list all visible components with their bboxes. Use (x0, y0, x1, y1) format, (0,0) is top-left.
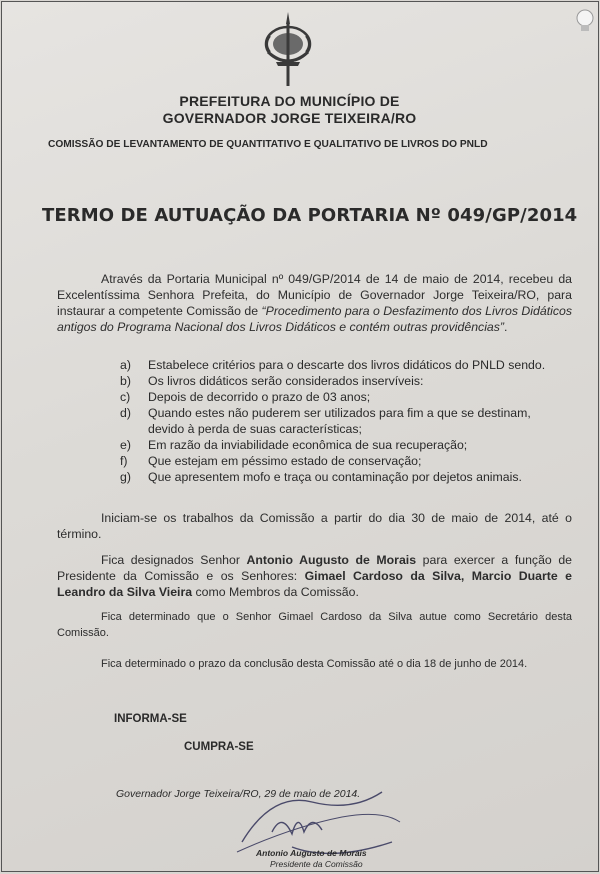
list-letter: e) (120, 438, 131, 452)
list-item (120, 405, 570, 437)
light-bulb-icon (574, 8, 596, 34)
list-item (120, 389, 570, 405)
place-date: Governador Jorge Teixeira/RO, 29 de maio de 2014. (116, 788, 361, 800)
paragraph-secretario-text: Fica determinado que o Senhor Gimael Cardoso da Silva autue como Secretário desta Comissão. (57, 611, 572, 639)
paragraph-portaria-text: Através da Portaria Municipal nº 049/GP/2014 de 14 de maio de 2014, recebeu da Excelentíssima Senhora Prefeita, do Município de Governador Jorge Teixeira/RO, para instaurar a competente Comissão de (57, 272, 572, 318)
cumpra-se-label: CUMPRA-SE (184, 741, 254, 753)
paragraph-designacao-text: Fica designados Senhor (101, 553, 247, 567)
list-text: Em razão da inviabilidade econômica de sua recuperação; (148, 438, 468, 452)
list-item (120, 373, 570, 389)
header-line-1: PREFEITURA DO MUNICÍPIO DE (179, 93, 400, 109)
list-item (120, 437, 570, 453)
paragraph-prazo-text: Fica determinado o prazo da conclusão desta Comissão até o dia 18 de junho de 2014. (101, 658, 528, 670)
signatory-name: Antonio Augusto de Morais (256, 848, 367, 858)
criteria-list (120, 357, 570, 485)
header-line-3: COMISSÃO DE LEVANTAMENTO DE QUANTITATIVO E QUALITATIVO DE LIVROS DO PNLD (48, 139, 488, 150)
president-name: Antonio Augusto de Morais (246, 553, 417, 567)
paragraph-prazo (57, 656, 572, 672)
signatory-role: Presidente da Comissão (270, 859, 363, 869)
list-letter: d) (120, 406, 131, 420)
document-page (1, 1, 599, 872)
list-text: Os livros didáticos serão considerados inservíveis: (148, 374, 424, 388)
paragraph-designacao-text-2: para exercer a função de Presidente da Comissão e os Senhores: (57, 553, 573, 583)
list-letter: g) (120, 470, 131, 484)
paragraph-secretario (57, 609, 572, 641)
paragraph-inicio (57, 510, 572, 542)
paragraph-inicio-text: Iniciam-se os trabalhos da Comissão a partir do dia 30 de maio de 2014, até o término. (57, 511, 572, 541)
list-item (120, 357, 570, 373)
list-text: Que apresentem mofo e traça ou contaminação por dejetos animais. (148, 470, 522, 484)
list-item (120, 453, 570, 469)
header-line-2: GOVERNADOR JORGE TEIXEIRA/RO (162, 110, 417, 126)
paragraph-designacao-text-3: como Membros da Comissão. (192, 585, 359, 599)
list-text: Estabelece critérios para o descarte dos livros didáticos do PNLD sendo. (148, 358, 546, 372)
paragraph-designacao (57, 552, 572, 600)
paragraph-portaria-quote: “Procedimento para o Desfazimento dos Livros Didáticos antigos do Programa Nacional dos Livros Didáticos e contém outras providências” (57, 304, 572, 334)
informa-se-label: INFORMA-SE (114, 713, 187, 725)
list-text: Depois de decorrido o prazo de 03 anos; (148, 390, 371, 404)
members-names: Gimael Cardoso da Silva, Marcio Duarte e Leandro da Silva Vieira (57, 569, 572, 599)
list-letter: b) (120, 374, 131, 388)
list-letter: c) (120, 390, 131, 404)
list-text: Quando estes não puderem ser utilizados para fim a que se destinam, devido à perda de suas características; (148, 406, 531, 436)
document-title: TERMO DE AUTUAÇÃO DA PORTARIA Nº 049/GP/2014 (42, 205, 578, 226)
list-text: Que estejam em péssimo estado de conservação; (148, 454, 422, 468)
list-letter: f) (120, 454, 128, 468)
municipal-crest-icon (258, 10, 318, 88)
paragraph-portaria-end: . (504, 320, 508, 334)
paragraph-portaria (57, 271, 572, 335)
list-item (120, 469, 570, 485)
list-letter: a) (120, 358, 131, 372)
